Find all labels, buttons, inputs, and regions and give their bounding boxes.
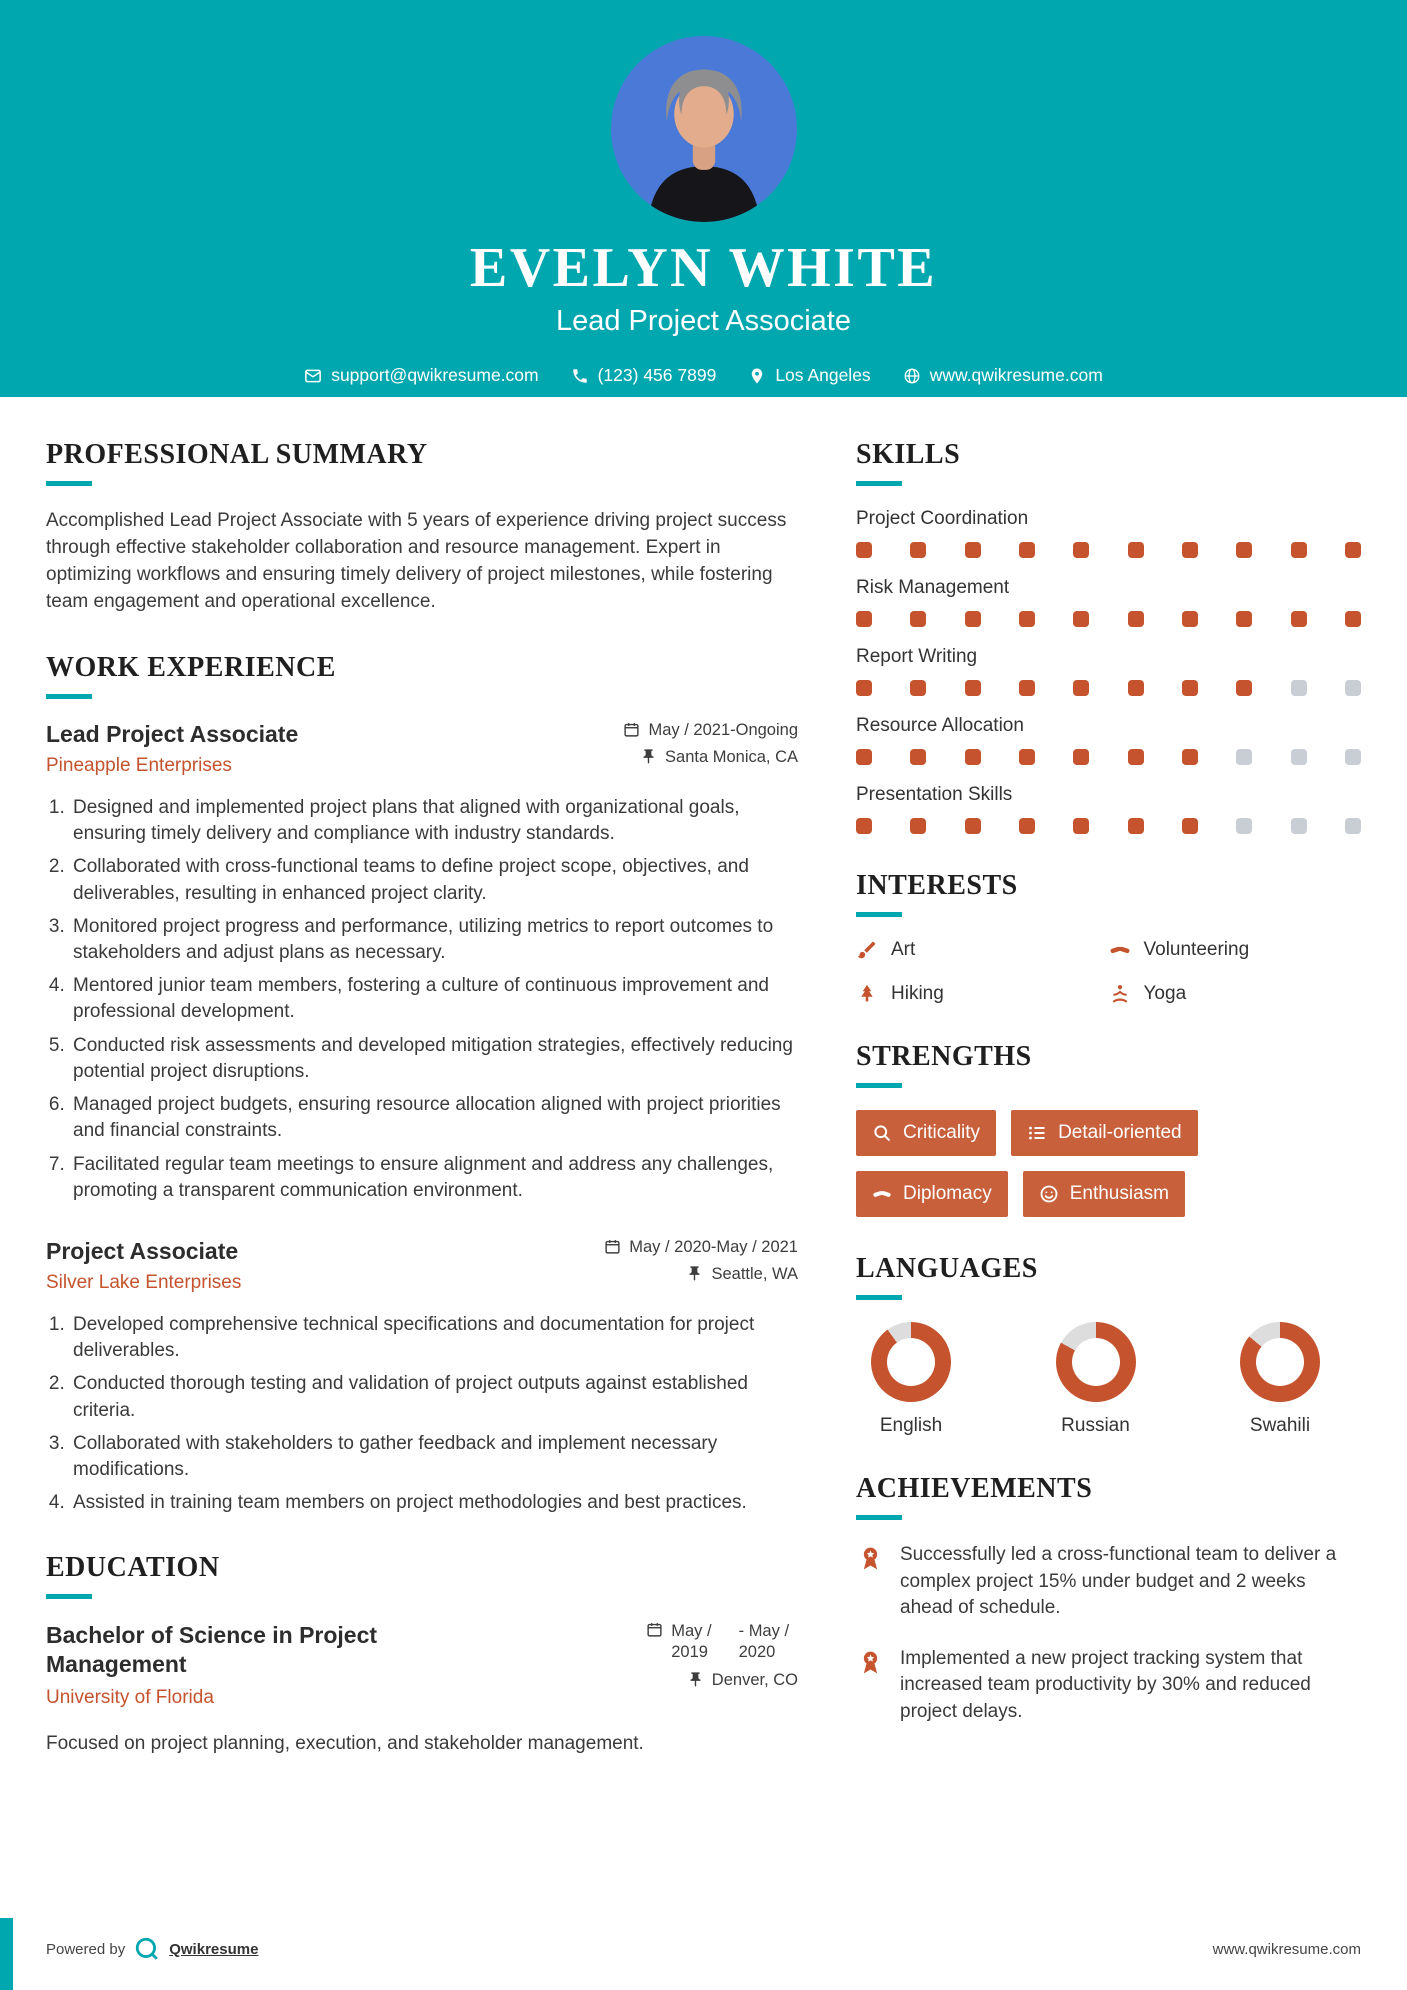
skill-level-square <box>1236 542 1252 558</box>
language-item <box>1041 1322 1151 1437</box>
right-column <box>856 403 1361 1758</box>
contact-phone[interactable] <box>571 365 717 386</box>
contact-location-text: Los Angeles <box>775 365 871 385</box>
education-date-end: - May / 2020 <box>738 1622 790 1662</box>
contact-website[interactable] <box>903 365 1103 386</box>
interests-section <box>856 870 1361 1005</box>
bullet-item: 3. Monitored project progress and performance, utilizing metrics to report outcomes to stakeholders and adjust plans as necessary. <box>70 914 798 966</box>
skill-level-square <box>856 818 872 834</box>
skill-level-square <box>1236 611 1252 627</box>
contact-email[interactable] <box>304 365 538 386</box>
degree-title: Bachelor of Science in Project Management <box>46 1622 378 1678</box>
skill-level-square <box>1236 818 1252 834</box>
heading-underline <box>856 1515 902 1520</box>
powered-by-text: Powered by <box>46 1940 126 1958</box>
job-header-left <box>46 721 298 777</box>
job-location-text: Seattle, WA <box>711 1264 798 1283</box>
job-header-right <box>604 1238 798 1284</box>
languages-heading: LANGUAGES <box>856 1253 1038 1284</box>
skill-level-square <box>1291 680 1307 696</box>
job-title: Lead Project Associate <box>46 720 299 747</box>
magnifier-icon <box>872 1123 892 1143</box>
job-header <box>46 1238 798 1294</box>
heading-underline <box>856 481 902 486</box>
paintbrush-icon <box>856 939 878 961</box>
heading-underline <box>856 1295 902 1300</box>
job-dates-text: May / 2020-May / 2021 <box>629 1237 798 1256</box>
skill-level-square <box>1291 611 1307 627</box>
language-label: Russian <box>1061 1415 1130 1436</box>
language-item <box>1225 1322 1335 1437</box>
education-header <box>46 1621 798 1709</box>
resume-header <box>0 0 1407 397</box>
interest-label: Volunteering <box>1143 939 1250 960</box>
achievement-text: Implemented a new project tracking system that increased team productivity by 30% and reduced project delays. <box>900 1647 1311 1722</box>
strength-label: Diplomacy <box>903 1183 992 1204</box>
skill-level-square <box>1291 542 1307 558</box>
education-section <box>46 1552 798 1757</box>
heading-underline <box>856 1083 902 1088</box>
skill-level-square <box>1019 611 1035 627</box>
ribbon-award-icon <box>856 1648 885 1677</box>
school-name: University of Florida <box>46 1686 214 1708</box>
interest-item <box>856 983 1109 1005</box>
heading-underline <box>46 1594 92 1599</box>
skill-level-square <box>1236 749 1252 765</box>
skill-level-square <box>1073 818 1089 834</box>
skill-level-square <box>1128 818 1144 834</box>
skill-name: Risk Management <box>856 577 1010 598</box>
heading-underline <box>46 481 92 486</box>
strengths-grid <box>856 1110 1361 1217</box>
candidate-title: Lead Project Associate <box>555 305 851 337</box>
skill-item <box>856 577 1361 627</box>
job-dates-text: May / 2021-Ongoing <box>648 720 798 739</box>
strengths-section <box>856 1041 1361 1217</box>
skill-level-square <box>1236 680 1252 696</box>
skill-item <box>856 646 1361 696</box>
interest-item <box>1109 939 1362 961</box>
bullet-item: 5. Conducted risk assessments and developed mitigation strategies, effectively reducing potential project disruptions. <box>70 1033 798 1085</box>
skill-level-bar <box>856 611 1361 627</box>
yoga-icon <box>1109 983 1131 1005</box>
language-donut-chart <box>871 1322 951 1402</box>
skill-item <box>856 784 1361 834</box>
skill-level-square <box>965 749 981 765</box>
strength-badge <box>1011 1110 1198 1156</box>
job-location-text: Santa Monica, CA <box>665 747 798 766</box>
skill-name: Presentation Skills <box>856 784 1013 805</box>
bullet-item: 4. Assisted in training team members on project methodologies and best practices. <box>70 1490 798 1516</box>
person-portrait-icon <box>611 36 797 222</box>
interest-label: Art <box>891 939 916 960</box>
education-location <box>646 1671 798 1690</box>
skill-item <box>856 508 1361 558</box>
skill-level-square <box>1128 749 1144 765</box>
skill-level-square <box>1128 611 1144 627</box>
resume-body <box>0 397 1407 1758</box>
pushpin-icon <box>686 1265 703 1282</box>
skill-level-square <box>1345 680 1361 696</box>
skill-name: Report Writing <box>856 646 978 667</box>
qwikresume-logo-icon <box>134 1936 160 1962</box>
skill-item <box>856 715 1361 765</box>
skill-level-square <box>1019 542 1035 558</box>
qwikresume-link[interactable]: Qwikresume <box>169 1940 259 1958</box>
skill-level-square <box>1345 611 1361 627</box>
skill-level-square <box>910 818 926 834</box>
skill-level-square <box>1182 611 1198 627</box>
bullet-item: 2. Collaborated with cross-functional teams to define project scope, objectives, and deliverables, resulting in enhanced project clarity. <box>70 854 798 906</box>
education-note: Focused on project planning, execution, and stakeholder management. <box>46 1732 644 1754</box>
skill-level-square <box>1128 680 1144 696</box>
language-item <box>856 1322 966 1437</box>
skill-level-square <box>1182 680 1198 696</box>
interest-item <box>1109 983 1362 1005</box>
calendar-icon <box>604 1238 621 1255</box>
smiley-icon <box>1039 1184 1059 1204</box>
achievement-item <box>856 1646 1361 1726</box>
bullet-item: 2. Conducted thorough testing and validation of project outputs against established criteria. <box>70 1371 798 1423</box>
contact-phone-text: (123) 456 7899 <box>597 365 717 385</box>
education-date-start: May / 2019 <box>671 1622 712 1662</box>
footer-site-url[interactable]: www.qwikresume.com <box>1212 1940 1361 1958</box>
strengths-heading: STRENGTHS <box>856 1041 1032 1072</box>
language-donut-chart <box>1240 1322 1320 1402</box>
skill-level-square <box>856 680 872 696</box>
candidate-name: EVELYN WHITE <box>469 237 938 299</box>
work-experience-section <box>46 652 798 1517</box>
pushpin-icon <box>640 748 657 765</box>
contact-location <box>748 365 870 386</box>
interest-item <box>856 939 1109 961</box>
bullet-item: 1. Developed comprehensive technical specifications and documentation for project deliverables. <box>70 1312 798 1364</box>
skill-level-square <box>965 542 981 558</box>
skill-level-square <box>1073 749 1089 765</box>
interests-heading: INTERESTS <box>856 870 1018 901</box>
skill-level-bar <box>856 680 1361 696</box>
achievements-section <box>856 1473 1361 1726</box>
skill-level-square <box>1019 749 1035 765</box>
job-title: Project Associate <box>46 1237 239 1264</box>
interest-label: Hiking <box>891 983 944 1004</box>
bullet-item: 4. Mentored junior team members, fostering a culture of continuous improvement and professional development. <box>70 973 798 1025</box>
skill-level-square <box>1019 680 1035 696</box>
strength-badge <box>856 1110 996 1156</box>
contact-email-text: support@qwikresume.com <box>331 365 539 385</box>
skill-level-square <box>1291 818 1307 834</box>
job-header-left <box>46 1238 241 1294</box>
skill-level-square <box>1182 818 1198 834</box>
powered-by <box>46 1936 258 1962</box>
skill-level-square <box>1345 542 1361 558</box>
education-header-left <box>46 1621 416 1709</box>
bullet-item: 6. Managed project budgets, ensuring resource allocation aligned with project priorities and financial constraints. <box>70 1092 798 1144</box>
page-footer <box>46 1936 1361 1962</box>
skill-level-square <box>965 611 981 627</box>
professional-summary-section <box>46 439 798 616</box>
achievement-text: Successfully led a cross-functional team to deliver a complex project 15% under budget and 2 weeks ahead of schedule. <box>900 1544 1337 1619</box>
skill-level-square <box>1345 818 1361 834</box>
job-dates <box>623 721 798 740</box>
bullet-item: 3. Collaborated with stakeholders to gather feedback and implement necessary modifications. <box>70 1431 798 1483</box>
skill-level-square <box>965 818 981 834</box>
handshake-icon <box>872 1184 892 1204</box>
summary-heading: PROFESSIONAL SUMMARY <box>46 439 428 470</box>
skill-level-square <box>1128 542 1144 558</box>
summary-text: Accomplished Lead Project Associate with 5 years of experience driving project success through effective stakeholder collaboration and resource management. Expert in optimizing workflows and ensuring timely delivery of project milestones, while fostering team engagement and operational excellence. <box>46 510 787 612</box>
education-dates <box>646 1621 798 1662</box>
skill-level-square <box>856 542 872 558</box>
skill-level-square <box>965 680 981 696</box>
handshake-icon <box>1109 939 1131 961</box>
contact-row <box>304 365 1103 386</box>
skill-level-square <box>1073 680 1089 696</box>
job-location <box>623 748 798 767</box>
job-company: Silver Lake Enterprises <box>46 1271 242 1293</box>
bullet-item: 1. Designed and implemented project plans that aligned with organizational goals, ensuring timely delivery and compliance with industry standards. <box>70 795 798 847</box>
achievement-item <box>856 1542 1361 1622</box>
job-header-right <box>623 721 798 767</box>
language-donut-chart <box>1056 1322 1136 1402</box>
work-heading: WORK EXPERIENCE <box>46 651 336 683</box>
list-icon <box>1027 1123 1047 1143</box>
job-company: Pineapple Enterprises <box>46 754 232 776</box>
job-header <box>46 721 798 777</box>
skill-level-square <box>1019 818 1035 834</box>
tree-icon <box>856 983 878 1005</box>
strength-badge <box>1023 1171 1185 1217</box>
job-bullet-list <box>46 795 798 1204</box>
skill-name: Resource Allocation <box>856 715 1024 736</box>
pushpin-icon <box>687 1671 704 1688</box>
corner-accent-bar <box>0 1918 13 1990</box>
achievements-heading: ACHIEVEMENTS <box>856 1473 1093 1504</box>
job-location <box>604 1265 798 1284</box>
skill-name: Project Coordination <box>856 508 1029 529</box>
skill-level-square <box>856 749 872 765</box>
strength-label: Criticality <box>903 1122 981 1143</box>
bullet-item: 7. Facilitated regular team meetings to ensure alignment and address any challenges, promoting a transparent communication environment. <box>70 1152 798 1204</box>
skill-level-square <box>1182 542 1198 558</box>
globe-icon <box>903 367 921 385</box>
skill-level-square <box>910 611 926 627</box>
location-icon <box>748 367 766 385</box>
language-label: English <box>879 1415 943 1436</box>
left-column <box>46 403 798 1758</box>
education-heading: EDUCATION <box>46 1552 220 1584</box>
skill-level-square <box>910 680 926 696</box>
contact-website-text: www.qwikresume.com <box>929 365 1103 385</box>
heading-underline <box>856 912 902 917</box>
skill-level-square <box>1345 749 1361 765</box>
skill-level-bar <box>856 818 1361 834</box>
skill-level-square <box>1291 749 1307 765</box>
interests-grid <box>856 939 1361 1005</box>
job-dates <box>604 1238 798 1257</box>
skill-level-bar <box>856 749 1361 765</box>
languages-section <box>856 1253 1361 1437</box>
languages-row <box>856 1322 1361 1437</box>
phone-icon <box>571 367 589 385</box>
strength-label: Detail-oriented <box>1058 1122 1182 1143</box>
strength-label: Enthusiasm <box>1069 1183 1169 1204</box>
interest-label: Yoga <box>1143 983 1187 1004</box>
skill-level-square <box>910 542 926 558</box>
calendar-icon <box>646 1621 663 1638</box>
job-entry <box>46 721 798 1204</box>
calendar-icon <box>623 721 640 738</box>
skill-level-square <box>1073 542 1089 558</box>
heading-underline <box>46 694 92 699</box>
language-label: Swahili <box>1249 1415 1311 1436</box>
profile-photo <box>611 36 797 222</box>
ribbon-award-icon <box>856 1544 885 1573</box>
job-entry <box>46 1238 798 1517</box>
skills-heading: SKILLS <box>856 439 961 470</box>
skill-level-square <box>1182 749 1198 765</box>
skill-level-square <box>910 749 926 765</box>
job-bullet-list <box>46 1312 798 1517</box>
skill-level-bar <box>856 542 1361 558</box>
email-icon <box>304 367 322 385</box>
strength-badge <box>856 1171 1008 1217</box>
skill-level-square <box>1073 611 1089 627</box>
education-location-text: Denver, CO <box>711 1670 798 1689</box>
education-header-right <box>646 1621 798 1689</box>
skill-level-square <box>856 611 872 627</box>
skills-section <box>856 439 1361 834</box>
